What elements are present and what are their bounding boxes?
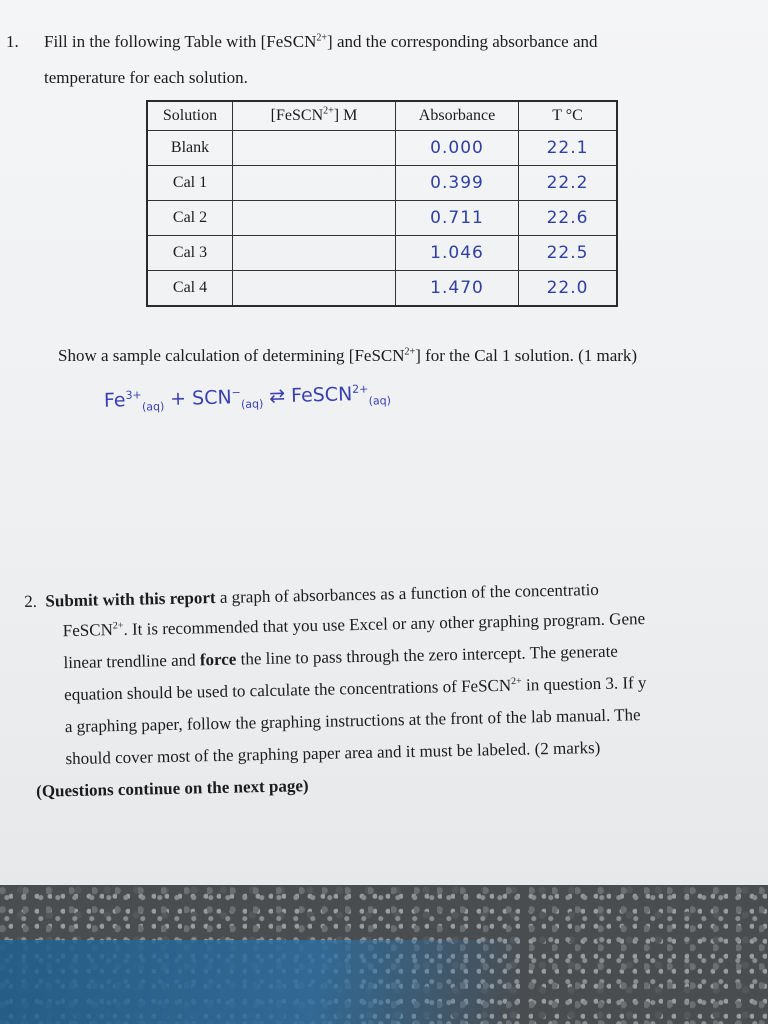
q2-text-4b: in question 3. If y (521, 672, 647, 695)
cell-absorbance[interactable]: 0.711 (396, 201, 519, 236)
hand-aq-2: (aq) (240, 397, 264, 411)
cell-temperature[interactable]: 22.2 (519, 166, 618, 201)
question-2-block (24, 576, 768, 801)
q2-text-3a: linear trendline and (63, 650, 201, 673)
question-1-line-1 (44, 32, 598, 52)
table-row (147, 166, 617, 201)
question-1-number: 1. (6, 32, 19, 51)
hand-scn-charge: − (231, 385, 241, 400)
table-header-row (147, 101, 617, 131)
cell-temperature[interactable]: 22.0 (519, 271, 618, 307)
question-2-line-3 (63, 642, 618, 674)
cell-temperature[interactable]: 22.5 (519, 236, 618, 271)
cell-absorbance[interactable]: 1.046 (396, 236, 519, 271)
sample-calc-sup: 2+ (404, 346, 416, 358)
hand-product: FeSCN (290, 383, 353, 407)
cell-solution: Cal 4 (147, 271, 233, 307)
continue-note: (Questions continue on the next page) (35, 776, 309, 801)
q2-text-2a: FeSCN (62, 620, 114, 641)
question-2-line-1 (24, 580, 599, 612)
hand-aq-3: (aq) (368, 394, 392, 408)
sample-calc-text-a: Show a sample calculation of determining [FeSCN (58, 346, 405, 365)
handwritten-equation (104, 382, 391, 414)
cell-solution: Cal 1 (147, 166, 233, 201)
cell-solution: Cal 2 (147, 201, 233, 236)
question-2-line-5: a graphing paper, follow the graphing instructions at the front of the lab manual. The (64, 705, 641, 737)
table-row (147, 131, 617, 166)
header-conc-b: ] M (333, 107, 358, 124)
cell-concentration[interactable] (233, 201, 396, 236)
hand-aq-1: (aq) (141, 399, 165, 414)
cell-absorbance[interactable]: 0.399 (396, 166, 519, 201)
cell-concentration[interactable] (233, 236, 396, 271)
q2-bold-force: force (199, 649, 237, 670)
sample-calc-text-b: ] for the Cal 1 solution. (1 mark) (415, 346, 638, 365)
table-row (147, 271, 617, 307)
data-table (146, 100, 618, 307)
header-concentration (233, 101, 396, 131)
cell-concentration[interactable] (233, 271, 396, 307)
cell-absorbance[interactable]: 1.470 (396, 271, 519, 307)
question-1-line-2: temperature for each solution. (44, 68, 248, 87)
q2-sup-2: 2+ (112, 620, 124, 632)
q2-sup-4: 2+ (510, 675, 522, 688)
header-solution: Solution (147, 101, 233, 131)
table-row (147, 201, 617, 236)
cell-solution: Blank (147, 131, 233, 166)
cell-temperature[interactable]: 22.1 (519, 131, 618, 166)
blue-object-shadow (0, 940, 520, 1024)
equilibrium-arrow-icon: ⇄ (262, 384, 292, 408)
q2-text-2b: . It is recommended that you use Excel or any other graphing program. Gene (123, 609, 646, 639)
cell-concentration[interactable] (233, 166, 396, 201)
hand-fe-charge: 3+ (125, 388, 142, 402)
q1-text-b: ] and the corresponding absorbance and (327, 32, 598, 51)
hand-fe: Fe (103, 389, 126, 412)
question-2-line-4 (64, 673, 647, 705)
header-conc-a: [FeSCN (270, 107, 324, 124)
hand-plus-scn: + SCN (163, 386, 232, 411)
q1-text-a: Fill in the following Table with [FeSCN (44, 32, 317, 51)
header-conc-sup: 2+ (323, 105, 334, 117)
cell-temperature[interactable]: 22.6 (519, 201, 618, 236)
q2-text-4a: equation should be used to calculate the concentrations of FeSCN (63, 675, 512, 705)
q2-text-3b: the line to pass through the zero intercept. The generate (236, 641, 619, 669)
hand-product-charge: 2+ (351, 382, 369, 396)
q2-text-1: a graph of absorbances as a function of the concentratio (215, 579, 600, 607)
q1-sup: 2+ (316, 32, 328, 44)
cell-solution: Cal 3 (147, 236, 233, 271)
question-2-line-6: should cover most of the graphing paper area and it must be labeled. (2 marks) (65, 737, 601, 769)
q2-bold-submit: Submit with this report (45, 587, 216, 611)
cell-absorbance[interactable]: 0.000 (396, 131, 519, 166)
cell-concentration[interactable] (233, 131, 396, 166)
question-2-number: 2. (24, 591, 38, 611)
sample-calc-prompt (58, 346, 637, 366)
header-temperature: T °C (519, 101, 618, 131)
table-row (147, 236, 617, 271)
question-2-line-2 (63, 609, 646, 641)
header-absorbance: Absorbance (396, 101, 519, 131)
